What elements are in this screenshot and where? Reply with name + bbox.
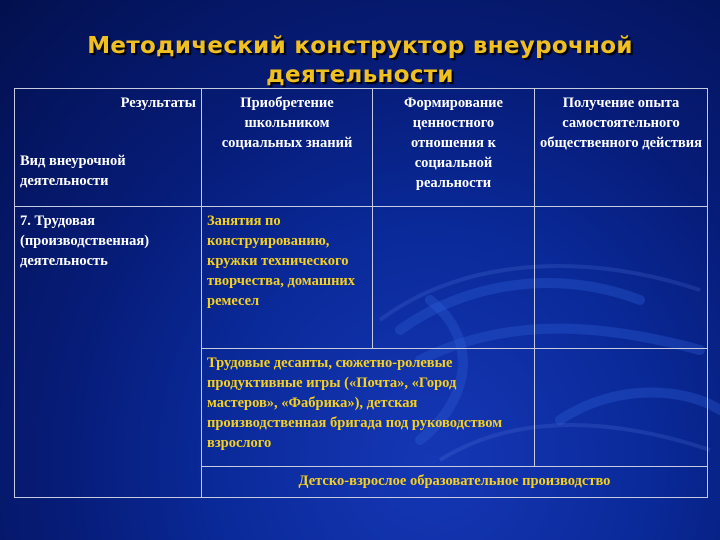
level2-cell: Трудовые десанты, сюжетно-ролевые продуктивные игры («Почта», «Город мастеров», «Фабрика»), детская производственная бригада под руководством взрослого (202, 349, 535, 467)
constructor-table (14, 88, 708, 498)
header-row (15, 89, 708, 207)
row-label-labor-activity: 7. Трудовая (производственная) деятельность (15, 207, 202, 498)
empty-cell (535, 207, 708, 349)
column-header-value-attitude: Формирование ценностного отношения к социальной реальности (373, 89, 535, 207)
column-header-social-knowledge: Приобретение школьником социальных знаний (202, 89, 373, 207)
level1-cell: Занятия по конструированию, кружки технического творчества, домашних ремесел (202, 207, 373, 349)
empty-cell (373, 207, 535, 349)
results-label: Результаты (120, 95, 196, 111)
table-row (15, 207, 708, 349)
column-header-social-action: Получение опыта самостоятельного общественного действия (535, 89, 708, 207)
empty-cell (535, 349, 708, 467)
corner-header-cell (15, 89, 202, 207)
slide-title: Методический конструктор внеурочной деятельности (87, 33, 633, 88)
activity-type-label: Вид внеурочной деятельности (20, 153, 126, 189)
level3-cell: Детско-взрослое образовательное производство (202, 467, 708, 498)
